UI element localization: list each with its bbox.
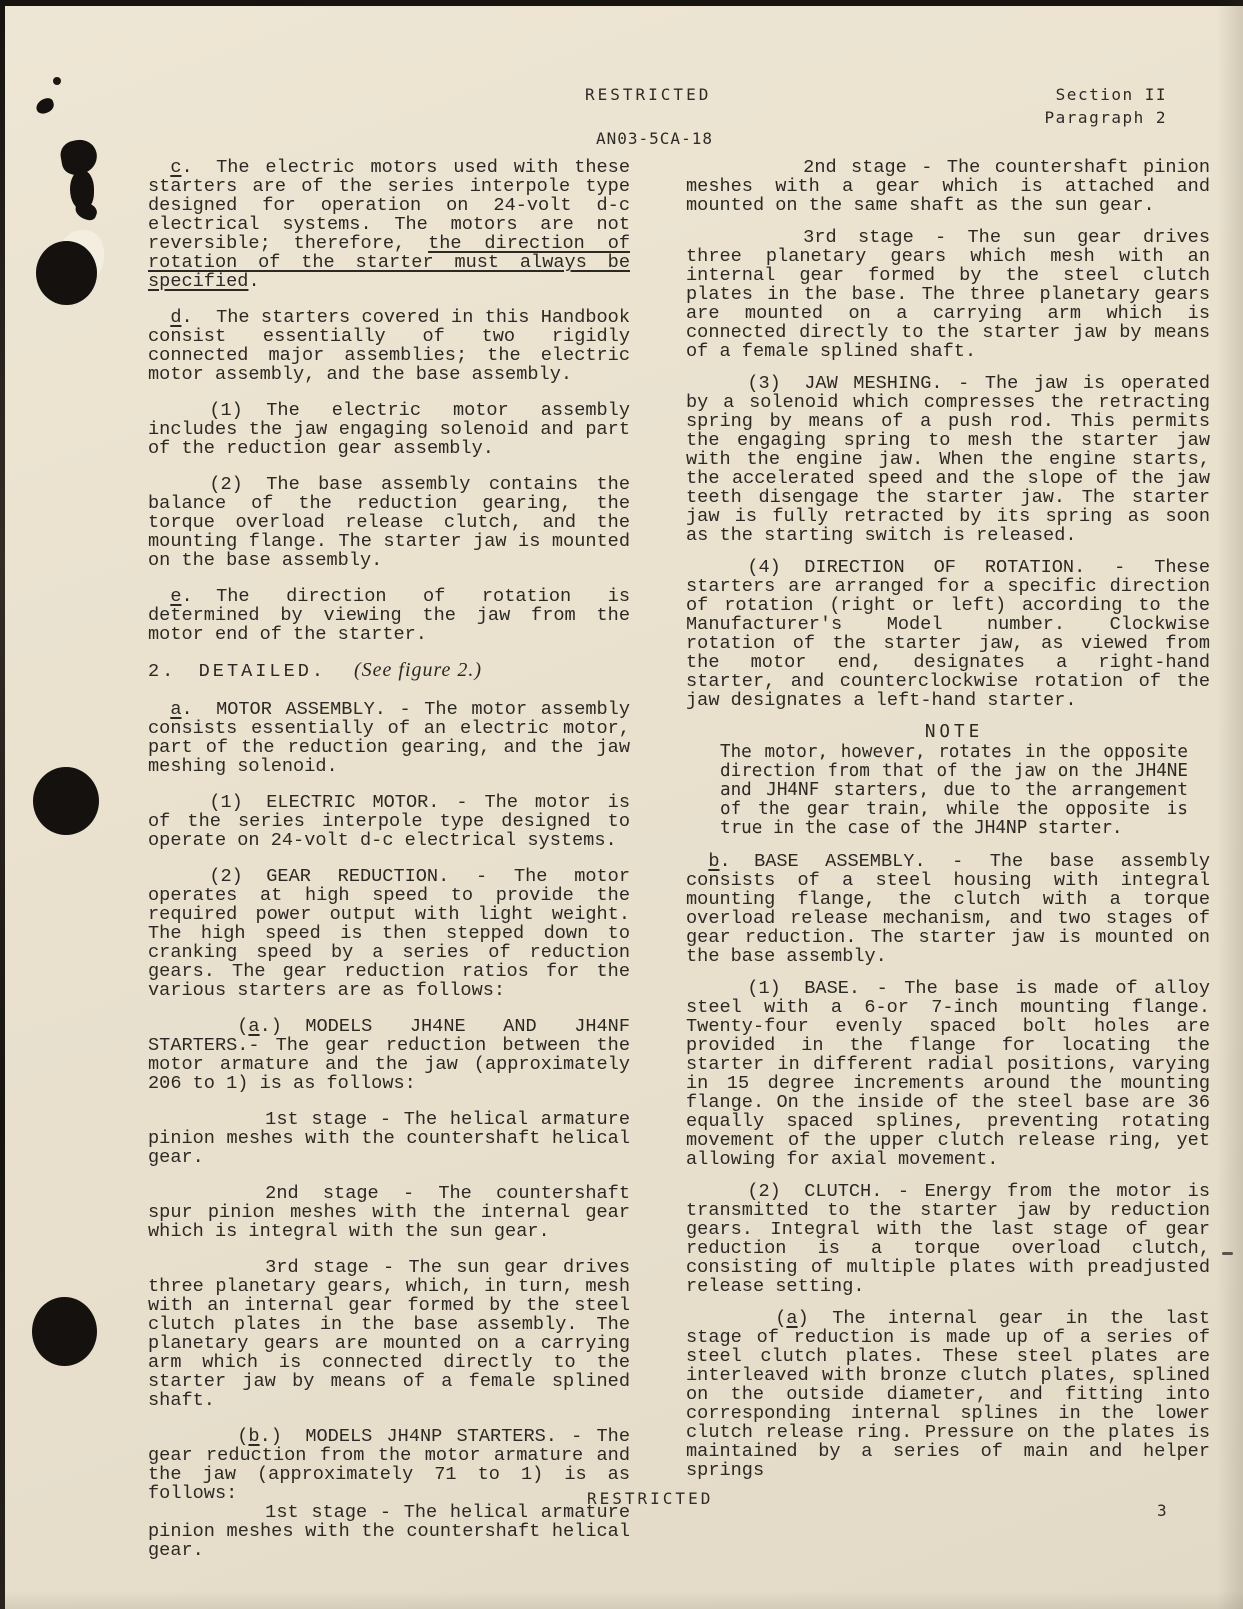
internal-gear-text: The internal gear in the last stage of reduction is made up of a series of steel clutch plates. These steel plates are interleaved with bronze clutch plates, splined on the outside diameter, and fitting into corresponding internal splines in the lower clutch release ring. Pressure on the plates is maintained by a series of main and helper springs	[686, 1308, 1210, 1481]
ink-speck	[53, 77, 61, 85]
direction-of-rotation-text: DIRECTION OF ROTATION. - These starters are arranged for a specific direction of rotation (right or left) according to the Manufacturer's Model number. Clockwise rotation of the starter jaw, as viewed from the motor end, designates a right-hand starter, and counterclockwise rotation of the jaw designates a left-hand starter.	[686, 557, 1210, 711]
paragraph-electric-motor	[148, 793, 630, 850]
scan-edge-top	[0, 0, 1243, 6]
document-number: AN03-5CA-18	[596, 129, 713, 148]
paragraph-jaw-meshing	[686, 374, 1210, 545]
item-label-2: (2)	[747, 1181, 781, 1202]
heading-number: 2.	[148, 661, 177, 682]
underlined-phrase: the direction of rotation of the starter must always be specified	[148, 233, 631, 292]
paragraph-a-motor-assembly	[148, 700, 630, 776]
jaw-meshing-text: JAW MESHING. - The jaw is operated by a solenoid which compresses the retracting spring by means of a push rod. This permits the engaging spring to mesh the starter jaw with the engine jaw. When the engine starts, the accelerated speed and the slope of the jaw teeth disengage the starter jaw. The starter jaw is fully retracted by its spring as soon as the starting switch is released.	[686, 373, 1210, 546]
paragraph-c-text: The electric motors used with these starters are of the series interpole type designed for operation on 24-volt d-c electrical systems. The motors are not reversible; therefore,	[148, 157, 630, 254]
paragraph-base	[686, 979, 1210, 1169]
scan-edge-bottom-shade	[0, 1591, 1243, 1609]
item-label-sub-a: (a)	[775, 1308, 809, 1329]
stage-paragraph-2nd: 2nd stage - The countershaft spur pinion meshes with the internal gear which is integral with the sun gear.	[148, 1183, 630, 1242]
item-label-3: (3)	[747, 373, 781, 394]
note-body: The motor, however, rotates in the opposite direction from that of the jaw on the JH4NE and JH4NF starters, due to the arrangement of the gear train, while the opposite is true in the case of the JH4NP starter.	[720, 742, 1188, 838]
classification-header: RESTRICTED	[585, 85, 712, 104]
paragraph-d-sub-1	[148, 401, 630, 458]
ink-blot-small	[34, 97, 55, 116]
section-reference	[1045, 83, 1167, 129]
base-assembly-text: BASE ASSEMBLY. - The base assembly consists of a steel housing with integral mounting flange, the clutch with a torque overload release mechanism, and two stages of gear reduction. The starter jaw is mounted on the base assembly.	[686, 851, 1210, 967]
item-label-1: (1)	[747, 978, 781, 999]
hole-punch-dot-2	[33, 767, 99, 835]
heading-title: DETAILED.	[198, 661, 327, 682]
paragraph-e-text: The direction of rotation is determined by viewing the jaw from the motor end of the starter.	[148, 586, 630, 645]
item-label-2: (2)	[209, 866, 243, 887]
left-column	[148, 158, 630, 1577]
paragraph-number: Paragraph 2	[1044, 108, 1167, 127]
item-label-sub-a: (a.)	[237, 1016, 282, 1037]
paragraph-clutch	[686, 1182, 1210, 1296]
scan-edge-left	[0, 0, 5, 1609]
paragraph-gear-reduction	[148, 867, 630, 1000]
paragraph-d-text: The starters covered in this Handbook consist essentially of two rigidly connected major assemblies; the electric motor assembly, and the base assembly.	[148, 307, 630, 385]
paragraph-d1-text: The electric motor assembly includes the jaw engaging solenoid and part of the reduction gear assembly.	[148, 400, 630, 459]
clutch-text: CLUTCH. - Energy from the motor is transmitted to the starter jaw by reduction gears. Integral with the last stage of gear reduction is a torque overload clutch, consisting of multiple plates with preadjusted release setting.	[686, 1181, 1210, 1297]
paragraph-b-base-assembly	[686, 852, 1210, 966]
item-label-a: a.	[170, 699, 193, 720]
paragraph-models-jh4np	[148, 1427, 630, 1503]
paragraph-d2-text: The base assembly contains the balance of the reduction gearing, the torque overload release clutch, and the mounting flange. The starter jaw is mounted on the base assembly.	[148, 474, 630, 571]
paragraph-models-jh4ne-jh4nf	[148, 1017, 630, 1093]
hole-punch-dot-3	[32, 1297, 97, 1366]
paragraph-internal-gear	[686, 1309, 1210, 1480]
stage-paragraph-1st: 1st stage - The helical armature pinion meshes with the countershaft helical gear.	[148, 1109, 630, 1168]
note-title: NOTE	[924, 722, 984, 742]
ink-blot-large-top	[73, 200, 99, 223]
paragraph-d	[148, 308, 630, 384]
margin-dash-mark	[1222, 1252, 1233, 1255]
base-text: BASE. - The base is made of alloy steel with a 6-or 7-inch mounting flange. Twenty-four evenly spaced bolt holes are provided in the flange for locating the starter in different radial positions, varying in 15 degree increments around the mounting flange. On the inside of the steel base are 36 equally spaced splines, preventing rotating movement of the upper clutch release ring, yet allowing for axial movement.	[686, 978, 1210, 1170]
stage-paragraph-3rd: 3rd stage - The sun gear drives three planetary gears, which, in turn, mesh with an internal gear formed by the steel clutch plates in the base assembly. The planetary gears are mounted on a carrying arm which is connected directly to the starter jaw by means of a female splined shaft.	[148, 1257, 630, 1411]
item-label-sub-b: (b.)	[237, 1426, 282, 1447]
models-jh4np-text: MODELS JH4NP STARTERS. - The gear reduction from the motor armature and the jaw (approximately 71 to 1) is as follows:	[148, 1426, 630, 1504]
scan-edge-right-shade	[1217, 0, 1243, 1609]
gear-reduction-text: GEAR REDUCTION. - The motor operates at high speed to provide the required power output with light weight. The high speed is then stepped down to cranking speed by a series of reduction gears. The gear reduction ratios for the various starters are as follows:	[148, 866, 630, 1001]
hole-punch-dot-1	[36, 241, 97, 305]
models-jh4ne-text: MODELS JH4NE AND JH4NF STARTERS.- The gear reduction between the motor armature and the jaw (approximately 206 to 1) is as follows:	[148, 1016, 630, 1094]
stage-paragraph-2nd-right: 2nd stage - The countershaft pinion meshes with a gear which is attached and mounted on the same shaft as the sun gear.	[686, 157, 1210, 216]
electric-motor-text: ELECTRIC MOTOR. - The motor is of the series interpole type designed to operate on 24-volt d-c electrical systems.	[148, 792, 630, 851]
paragraph-direction-of-rotation	[686, 558, 1210, 710]
item-label-2: (2)	[209, 474, 243, 495]
item-label-d: d.	[170, 307, 193, 328]
paragraph-e	[148, 587, 630, 644]
item-label-b: b.	[708, 851, 731, 872]
right-column	[686, 158, 1210, 1493]
paragraph-a-text: MOTOR ASSEMBLY. - The motor assembly consists essentially of an electric motor, part of the reduction gearing, and the jaw meshing solenoid.	[148, 699, 630, 777]
item-label-1: (1)	[209, 400, 243, 421]
paragraph-d-sub-2	[148, 475, 630, 570]
item-label-4: (4)	[747, 557, 781, 578]
note-block	[720, 723, 1188, 838]
page-number: 3	[1157, 1501, 1167, 1520]
section-number: Section II	[1055, 85, 1167, 104]
figure-reference: (See figure 2.)	[353, 659, 483, 681]
stage-paragraph-1st-jh4np: 1st stage - The helical armature pinion meshes with the countershaft helical gear.	[148, 1502, 630, 1561]
item-label-1: (1)	[209, 792, 243, 813]
classification-footer: RESTRICTED	[587, 1489, 714, 1508]
stage-paragraph-3rd-right: 3rd stage - The sun gear drives three planetary gears which mesh with an internal gear formed by the steel clutch plates in the base. The three planetary gears are mounted on a carrying arm which is connected directly to the starter jaw by means of a female splined shaft.	[686, 227, 1210, 362]
item-label-c: c.	[170, 157, 193, 178]
section-heading-detailed	[148, 661, 630, 681]
item-label-e: e.	[170, 586, 193, 607]
paragraph-c: c. The electric motors used with these starters are of the series interpole type designed for operation on 24-volt d-c electrical systems. The motors are not reversible; therefore, the direction of rotation of the starter must always be specified.	[148, 157, 631, 292]
